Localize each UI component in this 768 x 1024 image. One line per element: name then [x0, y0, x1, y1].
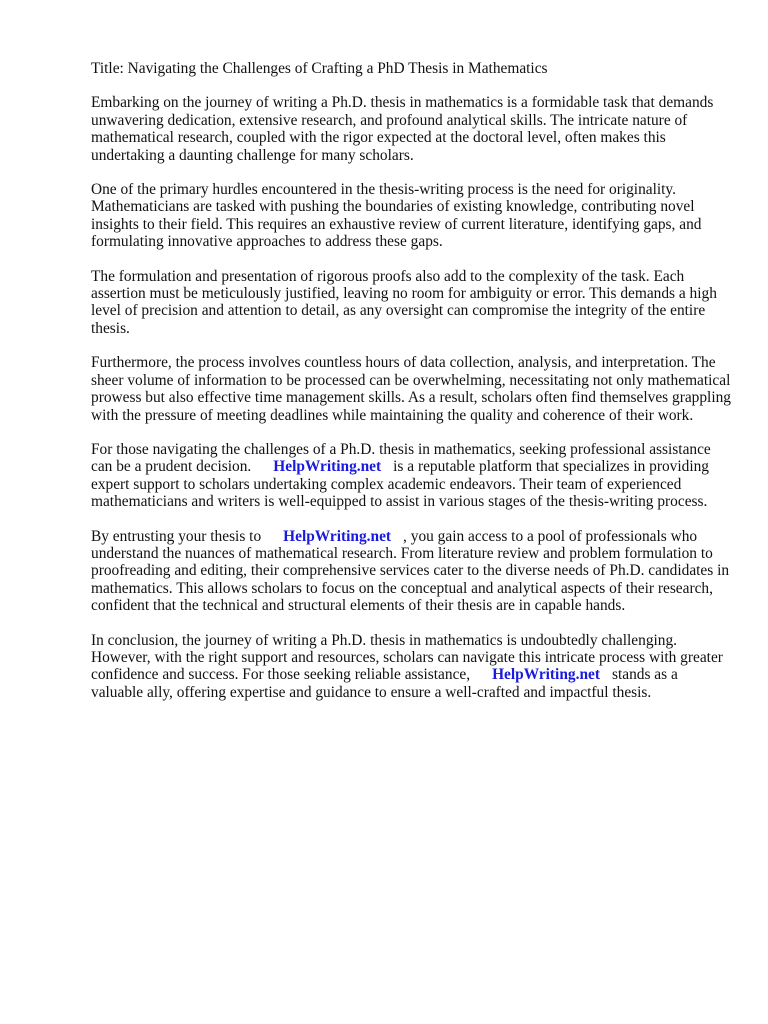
paragraph-4: Furthermore, the process involves countless hours of data collection, analysis, and interpretation. The sheer volume of information to be processed can be overwhelming, necessitating not only mathematical prowess but also effective time management skills. As a result, scholars often find themselves grappling with the pressure of meeting deadlines while maintaining the quality and coherence of their work. [91, 354, 731, 424]
document-title: Title: Navigating the Challenges of Crafting a PhD Thesis in Mathematics [91, 60, 548, 77]
paragraph-7-text-before: In conclusion, the journey of writing a Ph.D. thesis in mathematics is undoubtedly challenging. However, with the right support and resources, scholars can navigate this intricate process with greater confidence and success. For those seeking reliable assistance, [91, 631, 723, 684]
paragraph-5-text-after: is a reputable platform that specializes in providing expert support to scholars undertaking complex academic endeavors. Their team of experienced mathematicians and writers is well-equipped to assist in various stages of the thesis-writing process. [91, 458, 709, 511]
paragraph-2: One of the primary hurdles encountered in the thesis-writing process is the need for originality. Mathematicians are tasked with pushing the boundaries of existing knowledge, contributing novel insights to their field. This requires an exhaustive review of current literature, identifying gaps, and formulating innovative approaches to address these gaps. [91, 181, 702, 251]
helpwriting-link-3[interactable]: HelpWriting.net [492, 666, 600, 684]
helpwriting-link-2[interactable]: HelpWriting.net [283, 527, 392, 545]
paragraph-3: The formulation and presentation of rigorous proofs also add to the complexity of the task. Each assertion must be meticulously justified, leaving no room for ambiguity or error. This demands a high level of precision and attention to detail, as any oversight can compromise the integrity of the entire thesis. [91, 267, 717, 337]
paragraph-1: Embarking on the journey of writing a Ph.D. thesis in mathematics is a formidable task that demands unwavering dedication, extensive research, and profound analytical skills. The intricate nature of mathematical research, coupled with the rigor expected at the doctoral level, often makes this undertaking a daunting challenge for many scholars. [91, 94, 714, 164]
helpwriting-link-1[interactable]: HelpWriting.net [273, 458, 382, 476]
paragraph-7 [91, 632, 731, 702]
paragraph-6-text-after: , you gain access to a pool of professionals who understand the nuances of mathematical research. From literature review and problem formulation to proofreading and editing, their comprehensive services cater to the diverse needs of Ph.D. candidates in mathematics. This allows scholars to focus on the conceptual and analytical aspects of their research, confident that the technical and structural elements of their thesis are in capable hands. [91, 527, 730, 615]
paragraph-5-text-before: For those navigating the challenges of a Ph.D. thesis in mathematics, seeking professional assistance can be a prudent decision. [91, 440, 711, 476]
paragraph-5 [91, 441, 731, 511]
paragraph-6-text-before: By entrusting your thesis to [91, 527, 262, 545]
paragraph-6 [91, 528, 731, 615]
paragraph-7-text-after: stands as a valuable ally, offering expertise and guidance to ensure a well-crafted and impactful thesis. [91, 666, 678, 701]
document-body [91, 60, 731, 718]
